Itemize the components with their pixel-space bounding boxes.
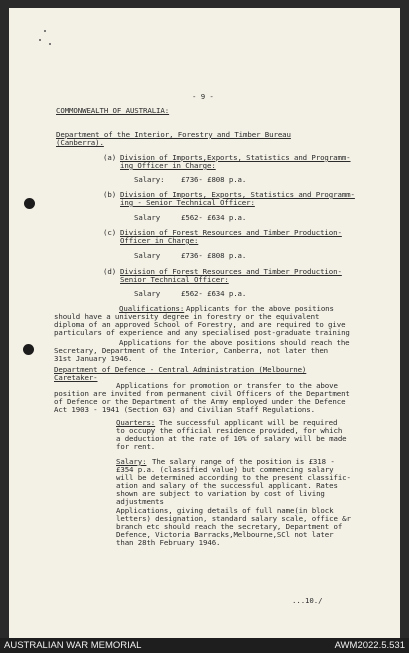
dept2-intro-line: Applications for promotion or transfer to the above bbox=[116, 381, 338, 390]
footer-institution: AUSTRALIAN WAR MEMORIAL bbox=[4, 640, 142, 651]
qualifications-line: particulars of experience and any specialised post-graduate training bbox=[54, 328, 350, 337]
dept2-applications-line: than 28th February 1946. bbox=[116, 538, 221, 547]
dept2-intro-line: position are invited from permanent civil Officers of the Department bbox=[54, 389, 350, 398]
position-b-letter: (b) bbox=[103, 190, 117, 199]
dept2-salary-line: ation and salary of the successful applicant. Rates bbox=[116, 481, 338, 490]
dept2-title-line2: Caretaker- bbox=[54, 373, 98, 382]
archive-footer-bar bbox=[0, 638, 409, 653]
position-c-salary-value: £736- £808 p.a. bbox=[181, 251, 247, 260]
dept2-salary-line: £354 p.a. (classified value) but commencing salary bbox=[116, 465, 334, 474]
position-b-salary-label: Salary bbox=[134, 213, 161, 222]
dept2-salary-label: Salary: bbox=[116, 457, 147, 466]
document-page bbox=[9, 8, 400, 638]
dept2-applications-line: Defence, Victoria Barracks,Melbourne,SCl not later bbox=[116, 530, 334, 539]
position-c-title-line2: Officer in Charge: bbox=[120, 236, 199, 245]
position-d-title-line2: Senior Technical Officer: bbox=[120, 275, 229, 284]
quarters-line: for rent. bbox=[116, 442, 156, 451]
footer-accession-number: AWM2022.5.531 bbox=[334, 640, 405, 651]
quarters-line: a deduction at the rate of 10% of salary will be made bbox=[116, 434, 347, 443]
dept1-title-line2: (Canberra). bbox=[56, 138, 104, 147]
dept2-applications-line: Applications, giving details of full name(in block bbox=[116, 506, 334, 515]
qualifications-line: Applicants for the above positions bbox=[186, 304, 334, 313]
paper-speck bbox=[49, 43, 51, 45]
position-c-title-line1: Division of Forest Resources and Timber Production- bbox=[120, 228, 342, 237]
quarters-line: to occupy the official residence provided, for which bbox=[116, 426, 343, 435]
quarters-line: The successful applicant will be required bbox=[159, 418, 338, 427]
position-d-letter: (d) bbox=[103, 267, 117, 276]
paper-speck bbox=[44, 30, 46, 32]
position-a-letter: (a) bbox=[103, 153, 117, 162]
paper-speck bbox=[39, 39, 41, 41]
dept2-applications-line: branch etc should reach the secretary, Department of bbox=[116, 522, 343, 531]
qualifications-line: diploma of an approved School of Forestry, and are required to give bbox=[54, 320, 346, 329]
position-c-salary-label: Salary bbox=[134, 251, 161, 260]
position-b-salary-value: £562- £634 p.a. bbox=[181, 213, 247, 222]
continuation-marker: ...10./ bbox=[292, 596, 323, 605]
qualifications-label: Qualifications: bbox=[119, 304, 185, 313]
position-a-salary-label: Salary: bbox=[134, 175, 165, 184]
dept2-title-line1: Department of Defence - Central Administration (Melbourne) bbox=[54, 365, 307, 374]
position-a-title-line2: ing Officer in Charge: bbox=[120, 161, 216, 170]
position-c-letter: (c) bbox=[103, 228, 117, 237]
dept2-salary-line: adjustments bbox=[116, 497, 164, 506]
dept2-salary-line: shown are subject to variation by cost of living bbox=[116, 489, 325, 498]
dept2-applications-line: letters) designation, standard salary scale, office &r bbox=[116, 514, 351, 523]
position-d-salary-value: £562- £634 p.a. bbox=[181, 289, 247, 298]
quarters-label: Quarters: bbox=[116, 418, 156, 427]
position-a-salary-value: £736- £808 p.a. bbox=[181, 175, 247, 184]
dept2-intro-line: Act 1903 - 1941 (Section 63) and Civilian Staff Regulations. bbox=[54, 405, 315, 414]
dept1-applications-line: Secretary, Department of the Interior, Canberra, not later then bbox=[54, 346, 329, 355]
punch-hole-top bbox=[24, 198, 35, 209]
punch-hole-bottom bbox=[23, 344, 34, 355]
dept2-salary-line: The salary range of the position is £318 - bbox=[152, 457, 335, 466]
document-heading: COMMONWEALTH OF AUSTRALIA: bbox=[56, 106, 170, 115]
position-d-title-line1: Division of Forest Resources and Timber Production- bbox=[120, 267, 342, 276]
position-b-title-line1: Division of Imports, Exports, Statistics and Programm- bbox=[120, 190, 355, 199]
page-number: - 9 - bbox=[192, 92, 214, 101]
dept1-applications-line: 31st January 1946. bbox=[54, 354, 133, 363]
dept2-salary-line: will be determined according to the present classific- bbox=[116, 473, 351, 482]
qualifications-line: should have a university degree in forestry or the equivalent bbox=[54, 312, 320, 321]
dept1-title-line1: Department of the Interior, Forestry and Timber Bureau bbox=[56, 130, 291, 139]
position-a-title-line1: Division of Imports,Exports, Statistics and Programm- bbox=[120, 153, 351, 162]
dept1-applications-line: Applications for the above positions should reach the bbox=[119, 338, 350, 347]
position-d-salary-label: Salary bbox=[134, 289, 161, 298]
dept2-intro-line: of Defence or the Department of the Army employed under the Defence bbox=[54, 397, 346, 406]
position-b-title-line2: ing - Senior Technical Officer: bbox=[120, 198, 255, 207]
